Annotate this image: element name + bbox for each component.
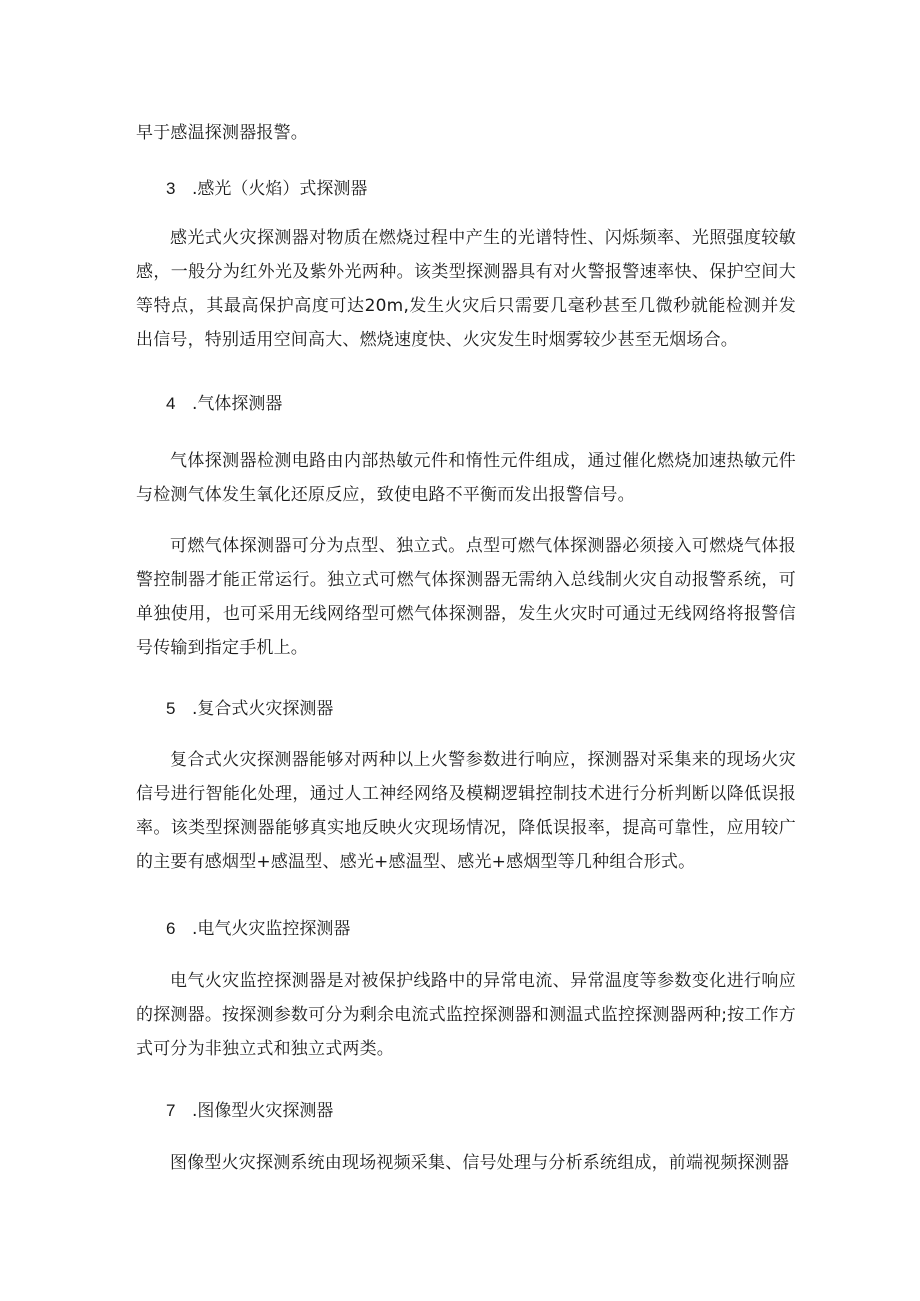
section-3-title: .感光（火焰）式探测器 — [192, 179, 368, 199]
section-4-heading — [166, 389, 282, 419]
section-5-title: .复合式火灾探测器 — [192, 699, 334, 719]
section-6-number: 6 — [166, 919, 176, 938]
section-3-number: 3 — [166, 179, 176, 198]
section-3-heading — [166, 174, 367, 204]
section-7-heading — [166, 1096, 333, 1126]
section-4-paragraph-1: 气体探测器检测电路由内部热敏元件和惰性元件组成，通过催化燃烧加速热敏元件与检测气体发生氧化还原反应，致使电路不平衡而发出报警信号。 — [136, 451, 796, 505]
section-6-title: .电气火灾监控探测器 — [192, 919, 351, 939]
section-3-paragraph-1: 感光式火灾探测器对物质在燃烧过程中产生的光谱特性、闪烁频率、光照强度较敏感，一般分为红外光及紫外光两种。该类型探测器具有对火警报警速率快、保护空间大等特点，其最高保护高度可达20m,发生火灾后只需要几毫秒甚至几微秒就能检测并发出信号，特别适用空间高大、燃烧速度快、火灾发生时烟雾较少甚至无烟场合。 — [136, 228, 796, 350]
section-5-number: 5 — [166, 699, 176, 718]
section-4-number: 4 — [166, 394, 176, 413]
section-4-title: .气体探测器 — [192, 394, 283, 414]
section-7-title: .图像型火灾探测器 — [192, 1101, 334, 1121]
section-5-heading — [166, 694, 333, 724]
section-5-paragraph-1: 复合式火灾探测器能够对两种以上火警参数进行响应，探测器对采集来的现场火灾信号进行智能化处理，通过人工神经网络及模糊逻辑控制技术进行分析判断以降低误报率。该类型探测器能够真实地反映火灾现场情况，降低误报率，提高可靠性，应用较广的主要有感烟型+感温型、感光+感温型、感光+感烟型等几种组合形式。 — [136, 750, 796, 872]
section-7-number: 7 — [166, 1101, 176, 1120]
section-7-paragraph-1: 图像型火灾探测系统由现场视频采集、信号处理与分析系统组成，前端视频探测器 — [170, 1153, 790, 1173]
section-6-heading — [166, 914, 350, 944]
section-6-paragraph-1: 电气火灾监控探测器是对被保护线路中的异常电流、异常温度等参数变化进行响应的探测器。按探测参数可分为剩余电流式监控探测器和测温式监控探测器两种;按工作方式可分为非独立式和独立式两类。 — [136, 971, 796, 1059]
intro-text: 早于感温探测器报警。 — [136, 123, 308, 143]
section-4-paragraph-2: 可燃气体探测器可分为点型、独立式。点型可燃气体探测器必须接入可燃烧气体报警控制器才能正常运行。独立式可燃气体探测器无需纳入总线制火灾自动报警系统，可单独使用，也可采用无线网络型可燃气体探测器，发生火灾时可通过无线网络将报警信号传输到指定手机上。 — [136, 536, 796, 658]
